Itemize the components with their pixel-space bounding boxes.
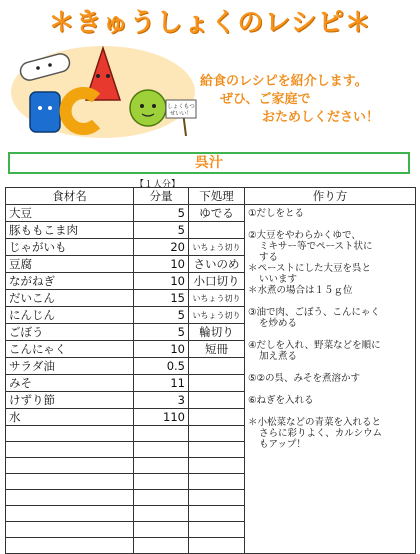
method-line: ミキサー等でペースト状に (259, 241, 373, 252)
ingredient-prep (189, 538, 245, 554)
ingredient-prep: ゆでる (189, 205, 245, 222)
method-step (248, 307, 412, 329)
ingredient-amount: 10 (134, 273, 189, 290)
ingredient-name: 水 (6, 409, 134, 426)
ingredient-name: みそ (6, 375, 134, 392)
col-header-amount: 分量 (134, 188, 189, 205)
intro-line: おためしください！ (262, 110, 380, 125)
ingredient-amount: 10 (134, 341, 189, 358)
ingredient-prep (189, 222, 245, 239)
ingredient-name (6, 522, 134, 538)
ingredient-name (6, 442, 134, 458)
col-header-method: 作り方 (245, 188, 416, 205)
ingredient-name: じゃがいも (6, 239, 134, 256)
ingredient-amount (134, 442, 189, 458)
recipe-table (5, 187, 416, 554)
ingredient-amount (134, 538, 189, 554)
banner-illustration (8, 40, 198, 140)
ingredient-amount (134, 522, 189, 538)
ingredient-amount: 0.5 (134, 358, 189, 375)
ingredient-name (6, 506, 134, 522)
ingredient-prep (189, 392, 245, 409)
ingredient-amount: 5 (134, 324, 189, 341)
col-header-ingredient: 食材名 (6, 188, 134, 205)
ingredient-amount: 20 (134, 239, 189, 256)
method-line: ③油で肉、ごぼう、こんにゃく (248, 307, 380, 318)
serving-label: 【１人分】 (134, 180, 180, 190)
method-line: を炒める (259, 318, 298, 329)
ingredient-prep: いちょう切り (189, 239, 245, 256)
ingredient-amount: 110 (134, 409, 189, 426)
ingredient-name (6, 458, 134, 474)
ingredient-amount (134, 474, 189, 490)
ingredient-prep: 輪切り (189, 324, 245, 341)
intro-line: ぜひ、ご家庭で (220, 92, 311, 107)
ingredient-prep (189, 442, 245, 458)
method-line: ＊小松菜などの青菜を入れると (248, 417, 382, 428)
ingredient-amount: 11 (134, 375, 189, 392)
ingredient-prep (189, 474, 245, 490)
method-line: ＊水煮の場合は１５ｇ位 (248, 285, 353, 296)
method-line: さらに彩りよく、カルシウム (259, 428, 382, 439)
ingredient-prep (189, 426, 245, 442)
method-line: する (259, 252, 279, 263)
method-line: ①だしをとる (248, 208, 305, 219)
method-line: もアップ！ (259, 439, 306, 450)
ingredient-name (6, 490, 134, 506)
method-step (248, 417, 412, 450)
ingredient-name: だいこん (6, 290, 134, 307)
method-line: ④だしを入れ、野菜などを順に (248, 340, 381, 351)
method-steps (245, 205, 416, 554)
method-step (248, 340, 412, 362)
ingredient-name: ながねぎ (6, 273, 134, 290)
sign-line1: しょくもつ (167, 104, 195, 110)
ingredient-amount: 3 (134, 392, 189, 409)
ingredient-prep (189, 490, 245, 506)
method-step (248, 230, 412, 296)
ingredient-amount (134, 426, 189, 442)
ingredient-prep (189, 375, 245, 392)
ingredient-prep (189, 458, 245, 474)
ingredient-name: けずり節 (6, 392, 134, 409)
ingredient-prep (189, 522, 245, 538)
ingredient-prep: いちょう切り (189, 290, 245, 307)
ingredient-name: にんじん (6, 307, 134, 324)
method-line: ⑤②の呉、みそを煮溶かす (248, 373, 361, 384)
ingredient-amount: 10 (134, 256, 189, 273)
table-row (6, 205, 416, 222)
ingredient-prep: さいのめ (189, 256, 245, 273)
dish-name: 呉汁 (8, 152, 410, 174)
ingredient-prep (189, 409, 245, 426)
ingredient-name: 豆腐 (6, 256, 134, 273)
ingredient-amount: 15 (134, 290, 189, 307)
ingredient-name (6, 426, 134, 442)
intro-text (200, 73, 415, 127)
method-step (248, 373, 412, 384)
method-step (248, 395, 412, 406)
ingredient-prep (189, 506, 245, 522)
ingredient-prep (189, 358, 245, 375)
letters-illustration (8, 40, 198, 140)
ingredient-prep: 短冊 (189, 341, 245, 358)
ingredient-name: ごぼう (6, 324, 134, 341)
page-title: ＊きゅうしょくのレシピ＊ (48, 8, 372, 38)
ingredient-amount: 5 (134, 222, 189, 239)
ingredient-amount (134, 458, 189, 474)
ingredient-name (6, 474, 134, 490)
method-line: ⑥ねぎを入れる (248, 395, 314, 406)
col-header-prep: 下処理 (189, 188, 245, 205)
ingredient-name: サラダ油 (6, 358, 134, 375)
method-line: いいます (259, 274, 298, 285)
intro-line: 給食のレシピを紹介します。 (200, 74, 368, 89)
sign-line2: せいい！ (169, 111, 193, 117)
ingredient-amount: 5 (134, 205, 189, 222)
method-line: ②大豆をやわらかくゆで、 (248, 230, 361, 241)
method-step (248, 208, 412, 219)
ingredient-name: こんにゃく (6, 341, 134, 358)
method-line: ＊ペーストにした大豆を呉と (248, 263, 372, 274)
ingredient-prep: 小口切り (189, 273, 245, 290)
ingredient-name: 豚ももこま肉 (6, 222, 134, 239)
ingredient-name: 大豆 (6, 205, 134, 222)
method-line: 加え煮る (259, 351, 298, 362)
ingredient-name (6, 538, 134, 554)
ingredient-amount (134, 490, 189, 506)
ingredient-prep: いちょう切り (189, 307, 245, 324)
ingredient-amount (134, 506, 189, 522)
ingredient-amount: 5 (134, 307, 189, 324)
